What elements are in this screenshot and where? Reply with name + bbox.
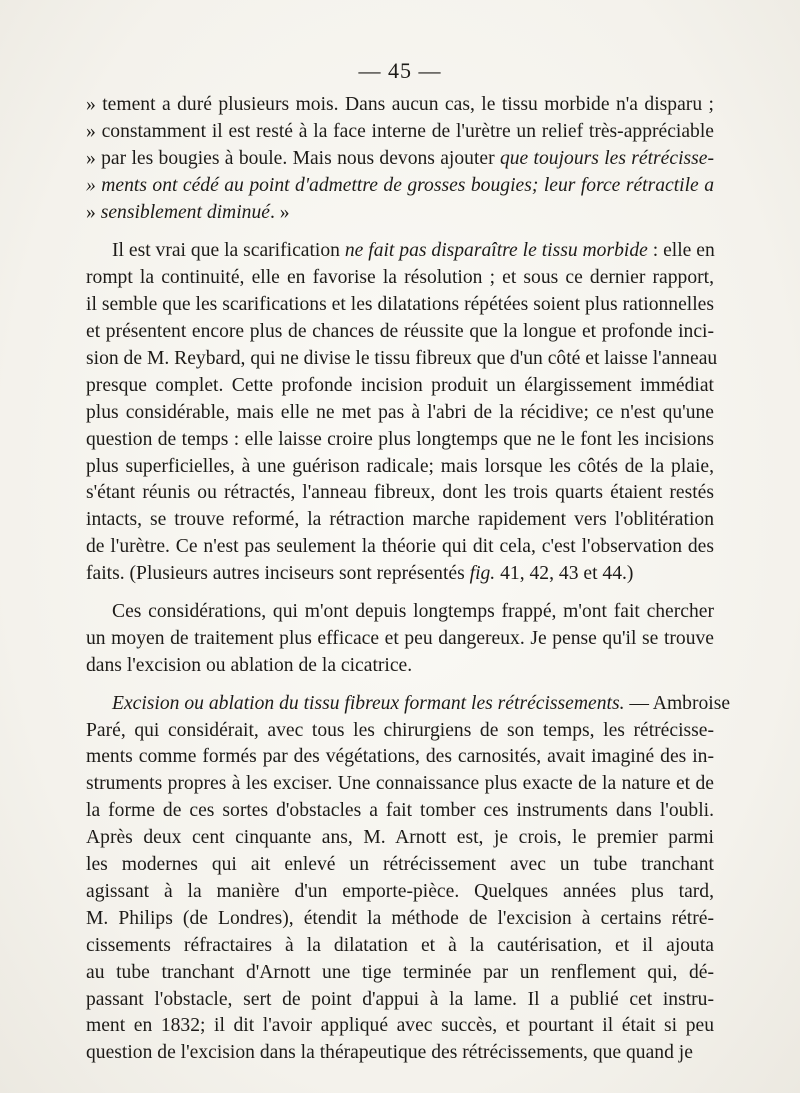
- text-run: struments propres à les exciser. Une connaissance plus exacte de la nature et de: [86, 773, 714, 795]
- text-run: les modernes qui ait enlevé un rétrécissement avec un tube tranchant: [86, 854, 714, 876]
- text-run: un moyen de traitement plus efficace et peu dangereux. Je pense qu'il se trouve: [86, 627, 714, 649]
- text-line: [86, 173, 714, 200]
- text-line: [86, 825, 714, 852]
- italic-text: que toujours les rétrécisse-: [499, 147, 714, 169]
- text-run: presque complet. Cette profonde incision produit un élargissement immédiat: [86, 374, 714, 396]
- text-run: plus considérable, mais elle ne met pas à l'abri de la récidive; ce n'est qu'une: [86, 401, 714, 423]
- text-run: agissant à la manière d'un emporte-pièce. Quelques années plus tard,: [86, 880, 714, 902]
- text-line: [86, 200, 714, 227]
- text-run: s'étant réunis ou rétractés, l'anneau fibreux, dont les trois quarts étaient restés: [86, 482, 714, 504]
- text-line: [86, 1040, 714, 1067]
- text-line: [86, 146, 714, 173]
- text-run: Paré, qui considérait, avec tous les chirurgiens de son temps, les rétrécisse-: [86, 719, 714, 741]
- text-line: [86, 319, 714, 346]
- text-line: [86, 480, 714, 507]
- text-line: [86, 454, 714, 481]
- paragraph: [86, 238, 718, 588]
- text-line: [86, 771, 714, 798]
- text-run: question de temps : elle laisse croire plus longtemps que ne le font les incisions: [86, 428, 714, 450]
- main-text: [86, 92, 731, 1078]
- text-line: [86, 879, 714, 906]
- text-run: — Ambroise: [624, 692, 731, 714]
- text-line: [86, 960, 714, 987]
- text-line: [86, 534, 714, 561]
- text-run: : elle en: [647, 240, 715, 262]
- text-line: [86, 292, 714, 319]
- text-run: » par les bougies à boule. Mais nous devons ajouter: [86, 147, 500, 169]
- text-run: 41, 42, 43 et 44.): [495, 563, 634, 585]
- text-line: [86, 238, 714, 265]
- text-run: plus superficielles, à une guérison radicale; mais lorsque les côtés de la plaie,: [86, 455, 714, 477]
- page-number: — 45 —: [358, 58, 442, 83]
- italic-text: fig.: [469, 563, 496, 585]
- text-run: il semble que les scarifications et les dilatations répétées soient plus rationnelles: [86, 294, 714, 316]
- text-run: et présentent encore plus de chances de réussite que la longue et profonde inci-: [86, 321, 714, 343]
- text-run: » constamment il est resté à la face interne de l'urètre un relief très-appréciable: [86, 120, 714, 142]
- italic-text: sensiblement diminué: [100, 201, 270, 223]
- text-run: rompt la continuité, elle en favorise la résolution ; et sous ce dernier rapport,: [86, 267, 714, 289]
- text-run: » tement a duré plusieurs mois. Dans aucun cas, le tissu morbide n'a disparu ;: [86, 94, 714, 115]
- text-line: [86, 599, 714, 626]
- text-run: Après deux cent cinquante ans, M. Arnott est, je crois, le premier parmi: [86, 827, 714, 849]
- text-run: Il est vrai que la scarification: [112, 240, 345, 262]
- text-line: [86, 744, 714, 771]
- text-line: [86, 507, 714, 534]
- text-line: [86, 92, 714, 119]
- text-line: [86, 1013, 714, 1040]
- text-line: [86, 119, 714, 146]
- text-run: faits. (Plusieurs autres inciseurs sont représentés: [86, 563, 470, 585]
- text-run: dans l'excision ou ablation de la cicatrice.: [86, 654, 413, 676]
- text-line: [86, 265, 714, 292]
- text-run: M. Philips (de Londres), étendit la méthode de l'excision à certains rétré-: [86, 907, 714, 929]
- italic-text: » ments ont cédé au point d'admettre de grosses bougies; leur force rétractile a: [86, 174, 714, 196]
- text-run: sion de M. Reybard, qui ne divise le tissu fibreux que d'un côté et laisse l'anneau: [86, 348, 718, 370]
- text-run: »: [86, 201, 101, 223]
- text-line: [86, 987, 714, 1014]
- text-run: question de l'excision dans la thérapeutique des rétrécissements, que quand je: [86, 1042, 693, 1064]
- text-run: la forme de ces sortes d'obstacles a fait tomber ces instruments dans l'oubli.: [86, 800, 714, 822]
- text-line: [86, 346, 718, 373]
- italic-text: ne fait pas disparaître le tissu morbide: [344, 240, 648, 262]
- italic-text: Excision ou ablation du tissu fibreux formant les rétrécissements.: [112, 692, 625, 714]
- text-line: [86, 653, 714, 680]
- text-line: [86, 933, 714, 960]
- text-line: [86, 626, 714, 653]
- text-run: au tube tranchant d'Arnott une tige terminée par un renflement qui, dé-: [86, 961, 714, 983]
- text-line: [86, 798, 714, 825]
- text-line: [86, 852, 714, 879]
- text-run: de l'urètre. Ce n'est pas seulement la théorie qui dit cela, c'est l'observation des: [86, 536, 714, 558]
- text-line: [86, 400, 714, 427]
- paragraph: [86, 691, 731, 1067]
- text-run: ment en 1832; il dit l'avoir appliqué avec succès, et pourtant il était si peu: [86, 1015, 714, 1037]
- text-run: ments comme formés par des végétations, des carnosités, avait imaginé des in-: [86, 746, 714, 768]
- text-line: [86, 561, 714, 588]
- paragraph: [86, 92, 714, 226]
- text-line: [86, 373, 714, 400]
- text-run: Ces considérations, qui m'ont depuis longtemps frappé, m'ont fait chercher: [112, 601, 714, 623]
- text-line: [86, 691, 731, 718]
- text-line: [86, 427, 714, 454]
- text-run: . »: [269, 201, 290, 223]
- paragraph: [86, 599, 714, 680]
- text-line: [86, 906, 714, 933]
- text-line: [86, 718, 714, 745]
- text-run: passant l'obstacle, sert de point d'appui à la lame. Il a publié cet instru-: [86, 988, 714, 1010]
- text-run: intacts, se trouve reformé, la rétraction marche rapidement vers l'oblitération: [86, 509, 714, 531]
- text-run: cissements réfractaires à la dilatation et à la cautérisation, et il ajouta: [86, 934, 714, 956]
